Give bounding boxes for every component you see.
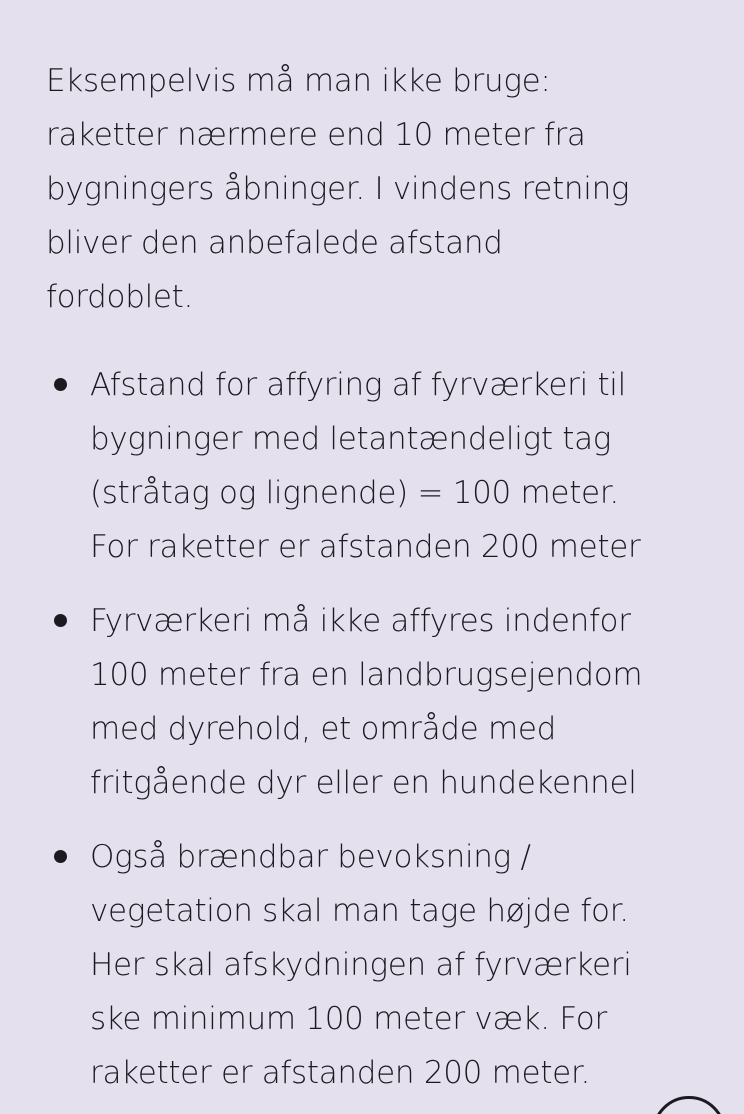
list-item xyxy=(0,594,744,810)
list-item-line: Afstand for affyring af fyrværkeri til xyxy=(90,367,626,403)
bullet-dot-icon xyxy=(54,378,67,391)
intro-line: Eksempelvis må man ikke bruge: xyxy=(46,63,551,99)
list-item-line: ske minimum 100 meter væk. For xyxy=(90,1001,607,1037)
list-item-line: (stråtag og lignende) = 100 meter. xyxy=(90,475,619,511)
list-item-line: bygninger med letantændeligt tag xyxy=(90,421,612,457)
bullet-dot-icon xyxy=(54,850,67,863)
list-item xyxy=(0,358,744,574)
list-item-line: Her skal afskydningen af fyrværkeri xyxy=(90,947,632,983)
intro-line: bygningers åbninger. I vindens retning xyxy=(46,171,630,207)
intro-paragraph xyxy=(46,54,716,324)
bullet-list xyxy=(0,358,744,1114)
list-item-line: vegetation skal man tage højde for. xyxy=(90,893,629,929)
intro-line: raketter nærmere end 10 meter fra xyxy=(46,117,586,153)
list-item-line: Fyrværkeri må ikke affyres indenfor xyxy=(90,603,631,639)
list-item-line: med dyrehold, et område med xyxy=(90,711,557,747)
list-item-line: fritgående dyr eller en hundekennel xyxy=(90,765,637,801)
list-item-line: Også brændbar bevoksning / xyxy=(90,839,531,875)
list-item-line: For raketter er afstanden 200 meter xyxy=(90,529,641,565)
list-item-line: 100 meter fra en landbrugsejendom xyxy=(90,657,643,693)
intro-line: fordoblet. xyxy=(46,279,194,315)
list-item-line: raketter er afstanden 200 meter. xyxy=(90,1055,591,1091)
intro-line: bliver den anbefalede afstand xyxy=(46,225,503,261)
list-item xyxy=(0,830,744,1100)
bullet-dot-icon xyxy=(54,614,67,627)
